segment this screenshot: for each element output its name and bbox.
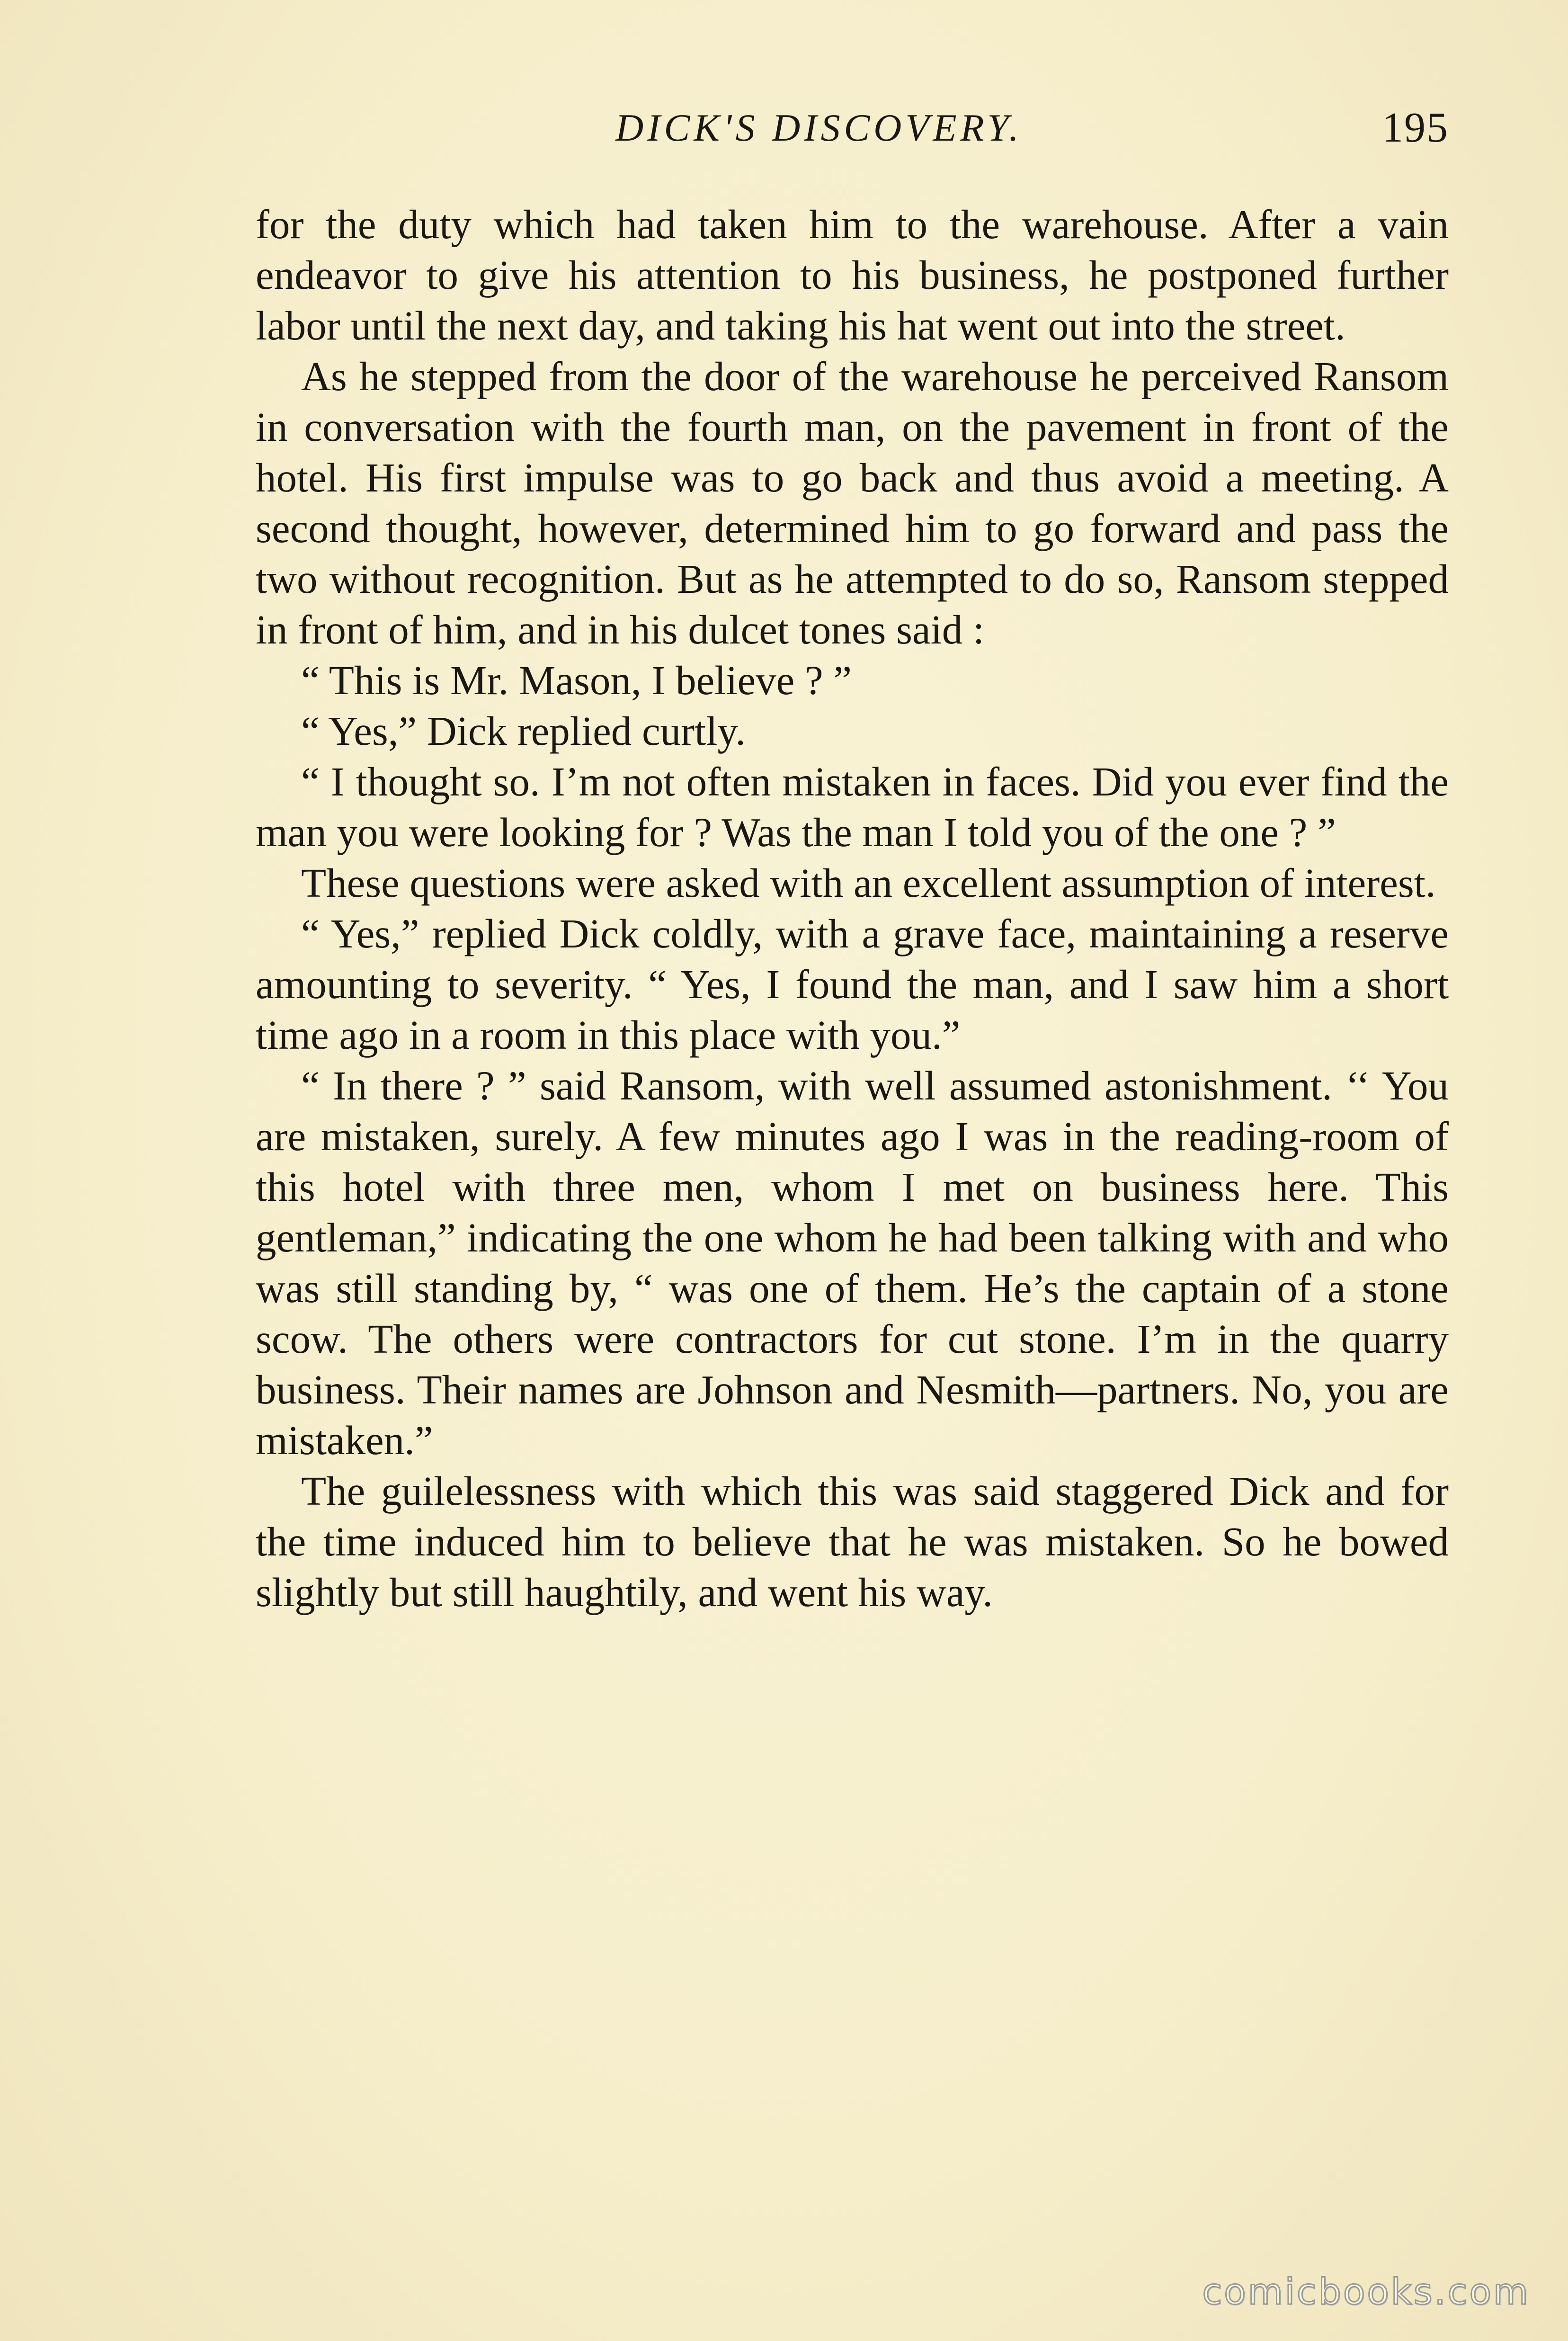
body-text (256, 199, 1449, 1617)
running-head (256, 99, 1449, 156)
paragraph: “ In there ? ” said Ransom, with well assumed astonishment. ‘‘ You are mistaken, surely. A few minutes ago I was in the reading-room of this hotel with three men, whom I met on business here. This gentleman,” indicating the one whom he had been talking with and who was still standing by, “ was one of them. He’s the captain of a stone scow. The others were contractors for cut stone. I’m in the quarry business. Their names are Johnson and Nesmith—partners. No, you are mistaken.” (256, 1063, 1449, 1463)
paragraph: The guilelessness with which this was said staggered Dick and for the time induced him to believe that he was mistaken. So he bowed slightly but still haughtily, and went his way. (256, 1468, 1449, 1615)
paragraph: These questions were asked with an excellent assumption of interest. (301, 860, 1436, 906)
paragraph: As he stepped from the door of the warehouse he perceived Ransom in conversation with the fourth man, on the pavement in front of the hotel. His first impulse was to go back and thus avoid a meeting. A second thought, however, determined him to go forward and pass the two without recognition. But as he attempted to do so, Ransom stepped in front of him, and in his dulcet tones said : (256, 353, 1449, 652)
page-number: 195 (1382, 104, 1449, 151)
paragraph: “ This is Mr. Mason, I believe ? ” (301, 657, 852, 703)
paragraph: “ I thought so. I’m not often mistaken in faces. Did you ever find the man you were looking for ? Was the man I told you of the one ? ” (256, 759, 1449, 855)
paragraph: “ Yes,” Dick replied curtly. (301, 708, 746, 754)
paragraph: for the duty which had taken him to the warehouse. After a vain endeavor to give his attention to his business, he postponed further labor until the next day, and taking his hat went out into the street. (256, 201, 1449, 348)
paragraph: “ Yes,” replied Dick coldly, with a grave face, maintaining a reserve amounting to severity. “ Yes, I found the man, and I saw him a short time ago in a room in this place with you.” (256, 911, 1449, 1058)
running-title: DICK'S DISCOVERY. (615, 106, 1023, 149)
watermark-logo: comicbooks.com (1202, 2270, 1530, 2313)
